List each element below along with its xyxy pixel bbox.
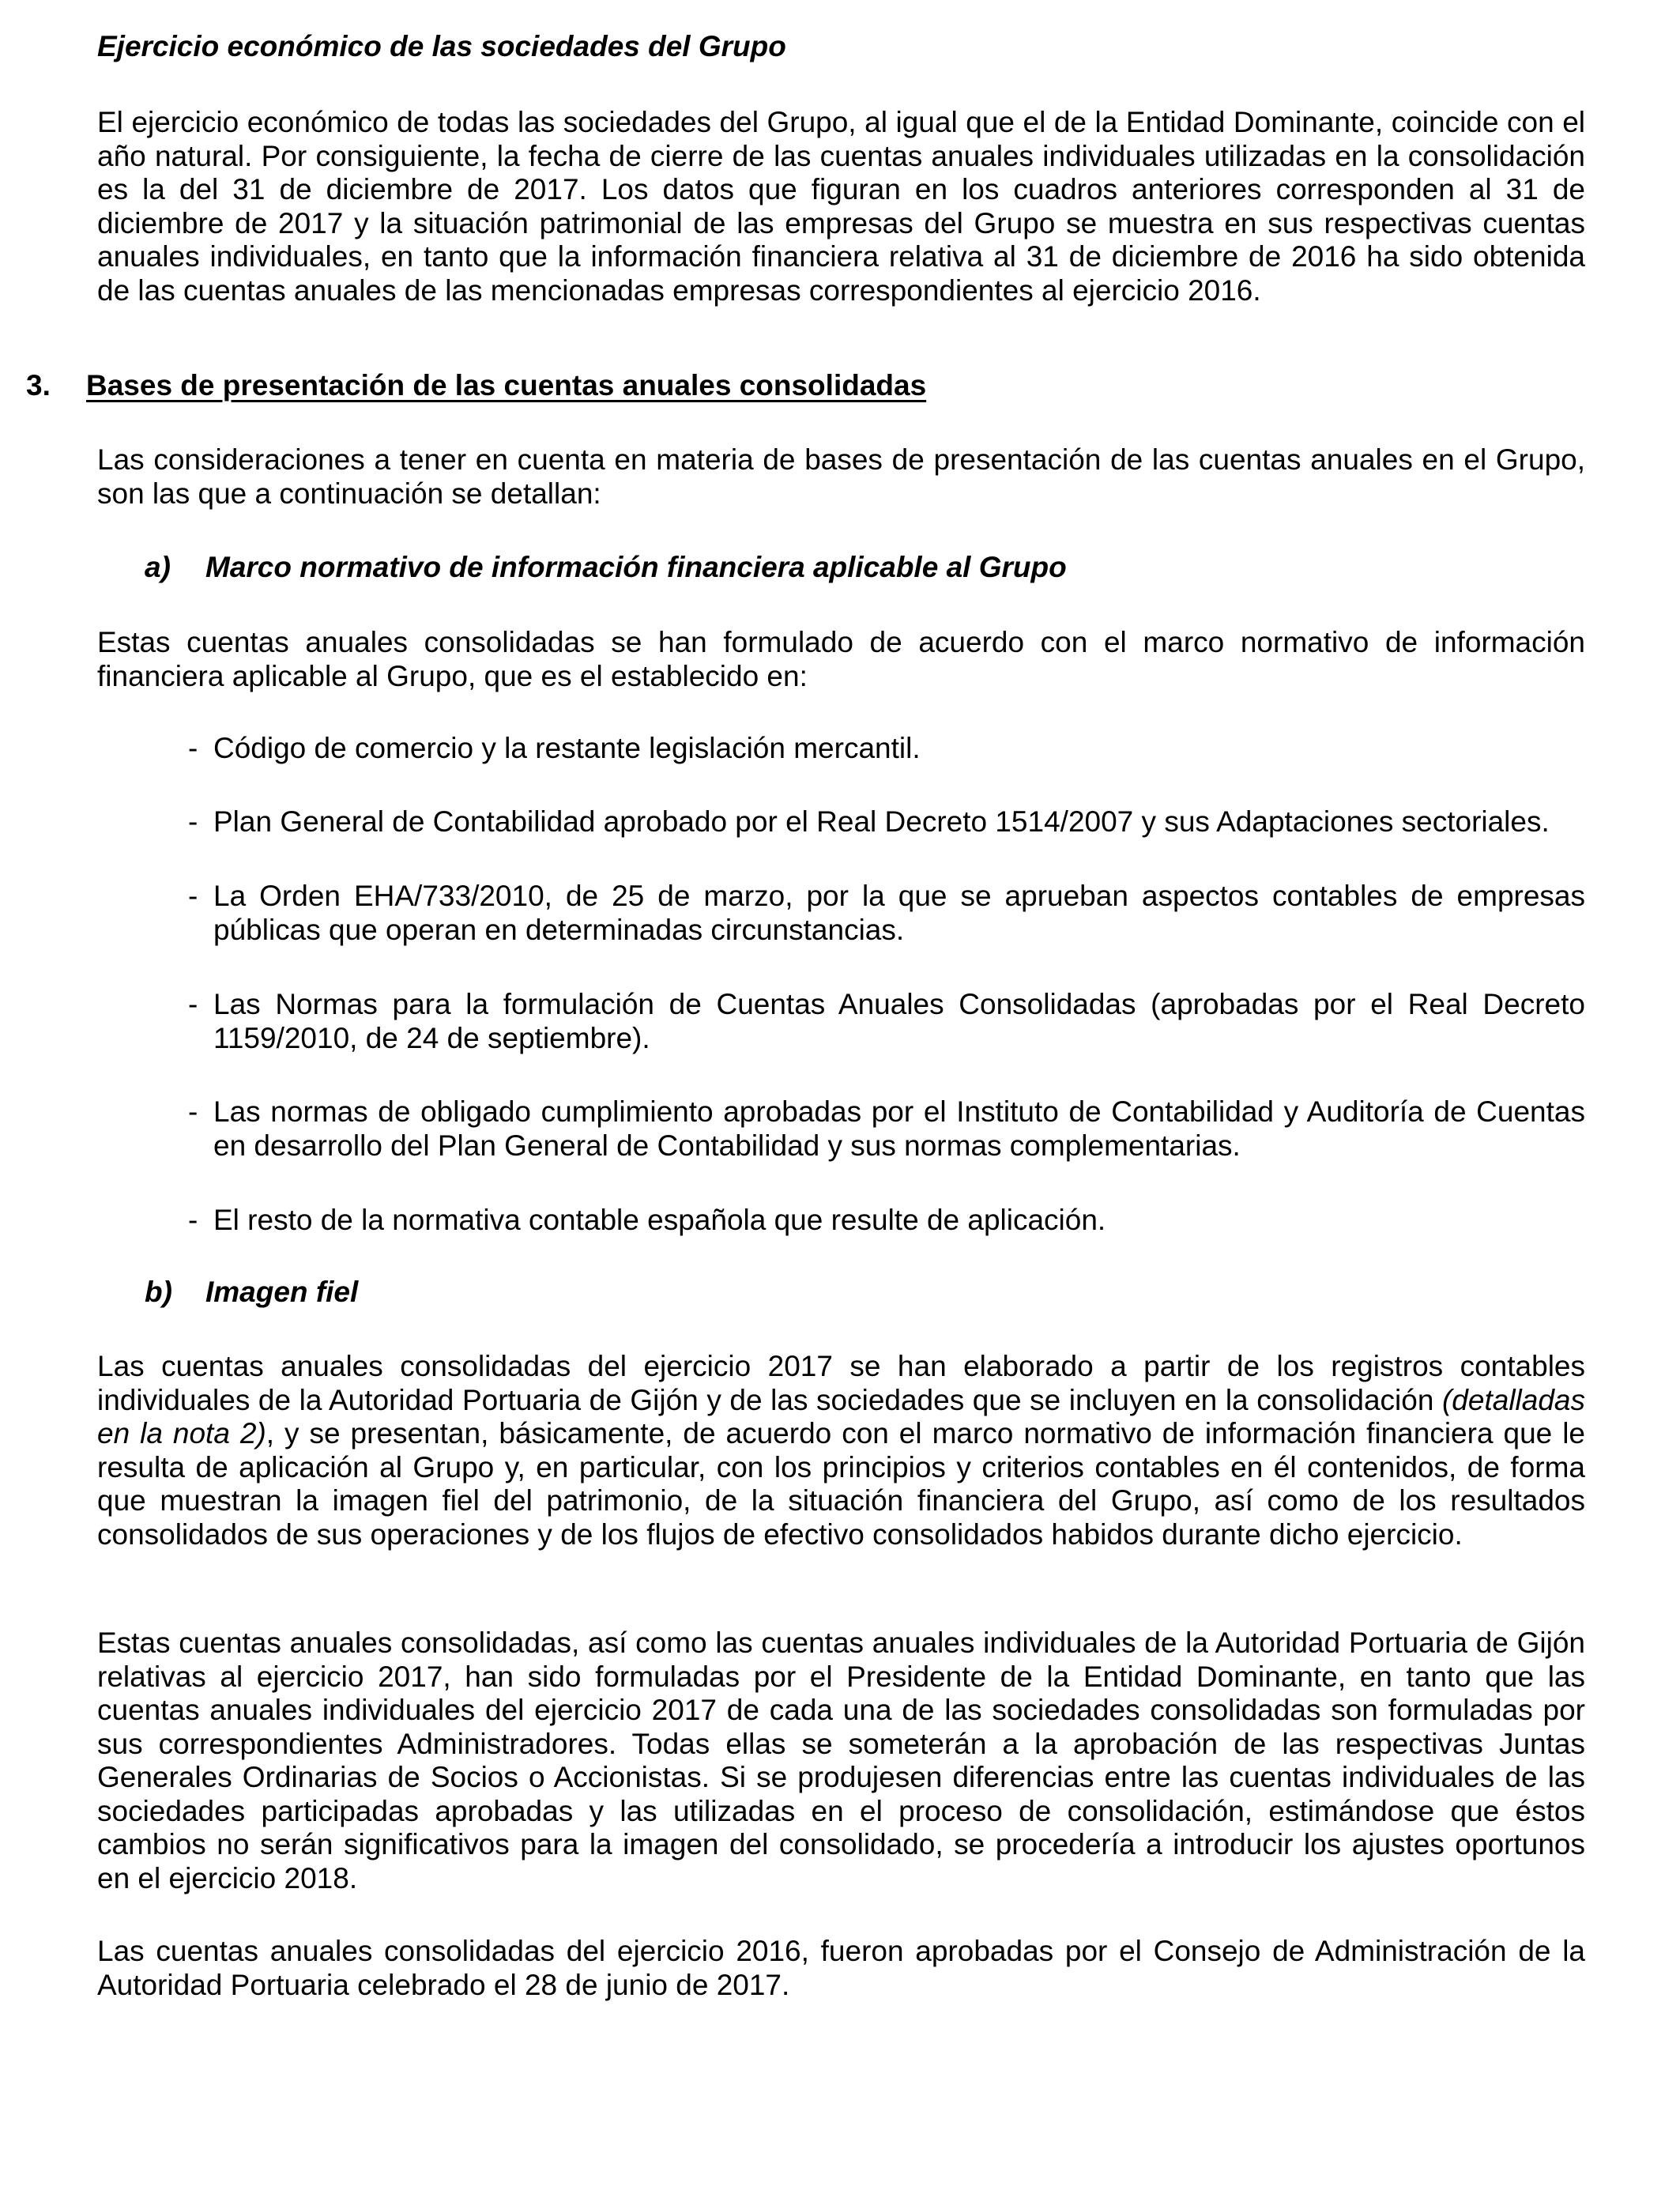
subsection-a-heading [145, 551, 1251, 585]
subsection-a-letter: a) [145, 551, 171, 583]
list-item-text: Plan General de Contabilidad aprobado por el Real Decreto 1514/2007 y sus Adaptaciones sectoriales. [213, 805, 1550, 838]
list-dash: - [188, 988, 198, 1020]
section-number: 3. [26, 369, 51, 401]
note-reference: (detalladas en la nota 2) [97, 1383, 1585, 1449]
section-title: Bases de presentación de las cuentas anuales consolidadas [86, 369, 927, 401]
imagen-fiel-paragraph-1 [97, 1350, 1585, 1551]
section-3-intro: Las consideraciones a tener en cuenta en materia de bases de presentación de las cuentas anuales en el Grupo, son las que a continuación se detallan: [97, 443, 1585, 510]
list-item-text: Código de comercio y la restante legislación mercantil. [213, 732, 921, 764]
section-3-heading [26, 369, 974, 403]
list-item [188, 805, 1585, 839]
list-item [188, 732, 1585, 766]
list-dash: - [188, 1095, 198, 1128]
ejercicio-paragraph: El ejercicio económico de todas las sociedades del Grupo, al igual que el de la Entidad Dominante, coincide con el año natural. Por consiguiente, la fecha de cierre de las cuentas anuales individuales utilizadas en la consolidación es la del 31 de diciembre de 2017. Los datos que figuran en los cuadros anteriores corresponden al 31 de diciembre de 2017 y la situación patrimonial de las empresas del Grupo se muestra en sus respectivas cuentas anuales individuales, en tanto que la información financiera relativa al 31 de diciembre de 2016 ha sido obtenida de las cuentas anuales de las mencionadas empresas correspondientes al ejercicio 2016. [97, 106, 1585, 307]
list-item [188, 880, 1585, 948]
paragraph-text: , y se presentan, básicamente, de acuerdo con el marco normativo de información financiera que le resulta de aplicación al Grupo y, en particular, con los principios y criterios contables en él contenidos, de forma que muestran la imagen fiel del patrimonio, de la situación financiera del Grupo, así como de los resultados consolidados de sus operaciones y de los flujos de efectivo consolidados habidos durante dicho ejercicio. [97, 1417, 1585, 1551]
subsection-b-heading [145, 1276, 777, 1310]
list-dash: - [188, 880, 198, 912]
subsection-b-title: Imagen fiel [205, 1276, 359, 1308]
imagen-fiel-paragraph-3: Las cuentas anuales consolidadas del ejercicio 2016, fueron aprobadas por el Consejo de Administración de la Autoridad Portuaria celebrado el 28 de junio de 2017. [97, 1935, 1585, 2001]
subsection-a-title: Marco normativo de información financiera aplicable al Grupo [205, 551, 1067, 583]
list-dash: - [188, 805, 198, 838]
list-item-text: Las Normas para la formulación de Cuentas Anuales Consolidadas (aprobadas por el Real Decreto 1159/2010, de 24 de septiembre). [213, 988, 1585, 1054]
list-dash: - [188, 732, 198, 764]
list-dash: - [188, 1204, 198, 1236]
subsection-a-intro: Estas cuentas anuales consolidadas se han formulado de acuerdo con el marco normativo de información financiera aplicable al Grupo, que es el establecido en: [97, 626, 1585, 692]
imagen-fiel-paragraph-2: Estas cuentas anuales consolidadas, así como las cuentas anuales individuales de la Autoridad Portuaria de Gijón relativas al ejercicio 2017, han sido formuladas por el Presidente de la Entidad Dominante, en tanto que las cuentas anuales individuales del ejercicio 2017 de cada una de las sociedades consolidadas son formuladas por sus correspondientes Administradores. Todas ellas se someterán a la aprobación de las respectivas Juntas Generales Ordinarias de Socios o Accionistas. Si se produjesen diferencias entre las cuentas individuales de las sociedades participadas aprobadas y las utilizadas en el proceso de consolidación, estimándose que éstos cambios no serán significativos para la imagen del consolidado, se procedería a introducir los ajustes oportunos en el ejercicio 2018. [97, 1627, 1585, 1894]
subsection-b-letter: b) [145, 1276, 172, 1308]
list-item [188, 988, 1585, 1056]
list-item-text: Las normas de obligado cumplimiento aprobadas por el Instituto de Contabilidad y Auditoría de Cuentas en desarrollo del Plan General de Contabilidad y sus normas complementarias. [213, 1095, 1585, 1162]
list-item-text: La Orden EHA/733/2010, de 25 de marzo, por la que se aprueban aspectos contables de empresas públicas que operan en determinadas circunstancias. [213, 880, 1585, 946]
ejercicio-heading: Ejercicio económico de las sociedades del Grupo [97, 30, 786, 62]
paragraph-text: Las cuentas anuales consolidadas del ejercicio 2017 se han elaborado a partir de los registros contables individuales de la Autoridad Portuaria de Gijón y de las sociedades que se incluyen en la consolidación [97, 1350, 1585, 1416]
list-item [188, 1095, 1585, 1163]
list-item-text: El resto de la normativa contable española que resulte de aplicación. [213, 1204, 1106, 1236]
list-item [188, 1204, 1585, 1238]
